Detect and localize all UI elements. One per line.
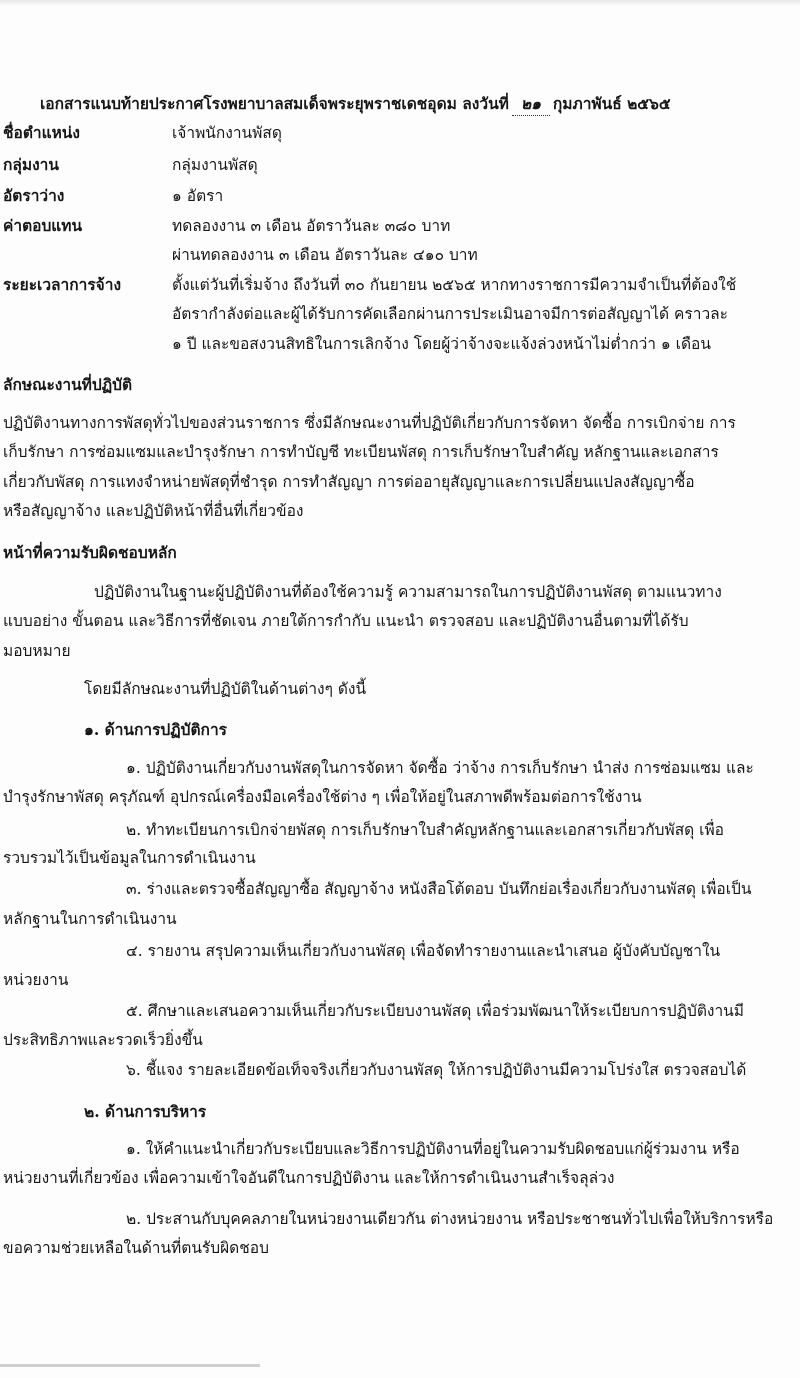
header-title-suffix: กุมภาพันธ์ ๒๕๖๕ [552, 94, 671, 113]
section-heading-nature: ลักษณะงานที่ปฏิบัติ [3, 375, 133, 394]
paragraph-line: ปฏิบัติงานในฐานะผู้ปฏิบัติงานที่ต้องใช้ความรู้ ความสามารถในการปฏิบัติงานพัสดุ ตามแนวทาง [94, 583, 722, 601]
subsection-heading-administration: ๒. ด้านการบริหาร [84, 1102, 207, 1121]
admin-item-line: ๒. ประสานกับบุคคลภายในหน่วยงานเดียวกัน ต่างหน่วยงาน หรือประชาชนทั่วไปเพื่อให้บริการหรือ [126, 1210, 774, 1228]
document-header [40, 93, 671, 116]
field-value-group: กลุ่มงานพัสดุ [172, 156, 258, 174]
field-value-vacancy: ๑ อัตรา [172, 187, 224, 205]
ops-item-line: หลักฐานในการดำเนินงาน [3, 910, 177, 928]
paragraph-line: เกี่ยวกับพัสดุ การแทงจำหน่ายพัสดุที่ชำรุด การทำสัญญา การต่ออายุสัญญาและการเปลี่ยนแปลงสัญญาซื้อ [3, 473, 695, 491]
field-label-compensation: ค่าตอบแทน [3, 216, 83, 235]
scan-edge-top [0, 0, 800, 6]
ops-item-line: ๕. ศึกษาและเสนอความเห็นเกี่ยวกับระเบียบงานพัสดุ เพื่อร่วมพัฒนาให้ระเบียบการปฏิบัติงานมี [126, 1002, 744, 1020]
scan-edge-bottom [0, 1364, 260, 1367]
paragraph-line: หรือสัญญาจ้าง และปฏิบัติหน้าที่อื่นที่เกี่ยวข้อง [3, 502, 304, 520]
duties-intro: โดยมีลักษณะงานที่ปฏิบัติในด้านต่างๆ ดังนี้ [84, 680, 367, 698]
admin-item-line: ๑. ให้คำแนะนำเกี่ยวกับระเบียบและวิธีการปฏิบัติงานที่อยู่ในความรับผิดชอบแก่ผู้ร่วมงาน หรือ [126, 1140, 740, 1158]
field-value-period-line: ตั้งแต่วันที่เริ่มจ้าง ถึงวันที่ ๓๐ กันยายน ๒๕๖๕ หากทางราชการมีความจำเป็นที่ต้องใช้ [172, 276, 737, 294]
field-value-position: เจ้าพนักงานพัสดุ [172, 124, 282, 142]
paragraph-line: ปฏิบัติงานทางการพัสดุทั่วไปของส่วนราชการ ซึ่งมีลักษณะงานที่ปฏิบัติเกี่ยวกับการจัดหา จัดซื้อ การเบิกจ่าย การ [3, 414, 736, 432]
paragraph-line: แบบอย่าง ขั้นตอน และวิธีการที่ชัดเจน ภายใต้การกำกับ แนะนำ ตรวจสอบ และปฏิบัติงานอื่นตามที่ได้รับ [3, 612, 689, 630]
ops-item-line: ๑. ปฏิบัติงานเกี่ยวกับงานพัสดุในการจัดหา จัดซื้อ ว่าจ้าง การเก็บรักษา นำส่ง การซ่อมแซม และ [126, 759, 754, 777]
subsection-heading-operations: ๑. ด้านการปฏิบัติการ [84, 720, 227, 739]
field-label-vacancy: อัตราว่าง [3, 186, 65, 205]
paragraph-line: มอบหมาย [3, 642, 71, 660]
ops-item-line: หน่วยงาน [3, 971, 69, 989]
field-label-position: ชื่อตำแหน่ง [3, 123, 80, 142]
field-label-employment-period: ระยะเวลาการจ้าง [3, 275, 122, 294]
handwritten-day: ๒๑ [512, 93, 550, 116]
section-heading-duties: หน้าที่ความรับผิดชอบหลัก [3, 543, 177, 562]
ops-item-line: บำรุงรักษาพัสดุ ครุภัณฑ์ อุปกรณ์เครื่องมือเครื่องใช้ต่าง ๆ เพื่อให้อยู่ในสภาพดีพร้อมต่อการใช้งาน [3, 788, 642, 806]
header-title-prefix: เอกสารแนบท้ายประกาศโรงพยาบาลสมเด็จพระยุพราชเดชอุดม ลงวันที่ [40, 94, 509, 113]
field-label-group: กลุ่มงาน [3, 155, 59, 174]
ops-item-line: ๓. ร่างและตรวจซื้อสัญญาซื้อ สัญญาจ้าง หนังสือโต้ตอบ บันทึกย่อเรื่องเกี่ยวกับงานพัสดุ เพื่อเป็น [126, 880, 752, 898]
field-value-compensation-passed: ผ่านทดลองงาน ๓ เดือน อัตราวันละ ๔๑๐ บาท [172, 246, 478, 264]
paragraph-line: เก็บรักษา การซ่อมแซมและบำรุงรักษา การทำบัญชี ทะเบียนพัสดุ การเก็บรักษาใบสำคัญ หลักฐานและเอกสาร [3, 443, 719, 461]
field-value-period-line: อัตรากำลังต่อและผู้ได้รับการคัดเลือกผ่านการประเมินอาจมีการต่อสัญญาได้ คราวละ [172, 305, 728, 323]
ops-item-line: ๒. ทำทะเบียนการเบิกจ่ายพัสดุ การเก็บรักษาใบสำคัญหลักฐานและเอกสารเกี่ยวกับพัสดุ เพื่อ [126, 821, 724, 839]
field-value-period-line: ๑ ปี และขอสงวนสิทธิในการเลิกจ้าง โดยผู้ว่าจ้างจะแจ้งล่วงหน้าไม่ต่ำกว่า ๑ เดือน [172, 335, 711, 353]
admin-item-line: ขอความช่วยเหลือในด้านที่ตนรับผิดชอบ [3, 1239, 269, 1257]
ops-item-line: ๖. ชี้แจง รายละเอียดข้อเท็จจริงเกี่ยวกับงานพัสดุ ให้การปฏิบัติงานมีความโปร่งใส ตรวจสอบได้ [126, 1061, 747, 1079]
ops-item-line: ๔. รายงาน สรุปความเห็นเกี่ยวกับงานพัสดุ เพื่อจัดทำรายงานและนำเสนอ ผู้บังคับบัญชาใน [126, 942, 721, 960]
ops-item-line: รวบรวมไว้เป็นข้อมูลในการดำเนินงาน [3, 849, 256, 867]
ops-item-line: ประสิทธิภาพและรวดเร็วยิ่งขึ้น [3, 1031, 203, 1049]
field-value-compensation-trial: ทดลองงาน ๓ เดือน อัตราวันละ ๓๘๐ บาท [172, 217, 451, 235]
admin-item-line: หน่วยงานที่เกี่ยวข้อง เพื่อความเข้าใจอันดีในการปฏิบัติงาน และให้การดำเนินงานสำเร็จลุล่วง [3, 1169, 615, 1187]
